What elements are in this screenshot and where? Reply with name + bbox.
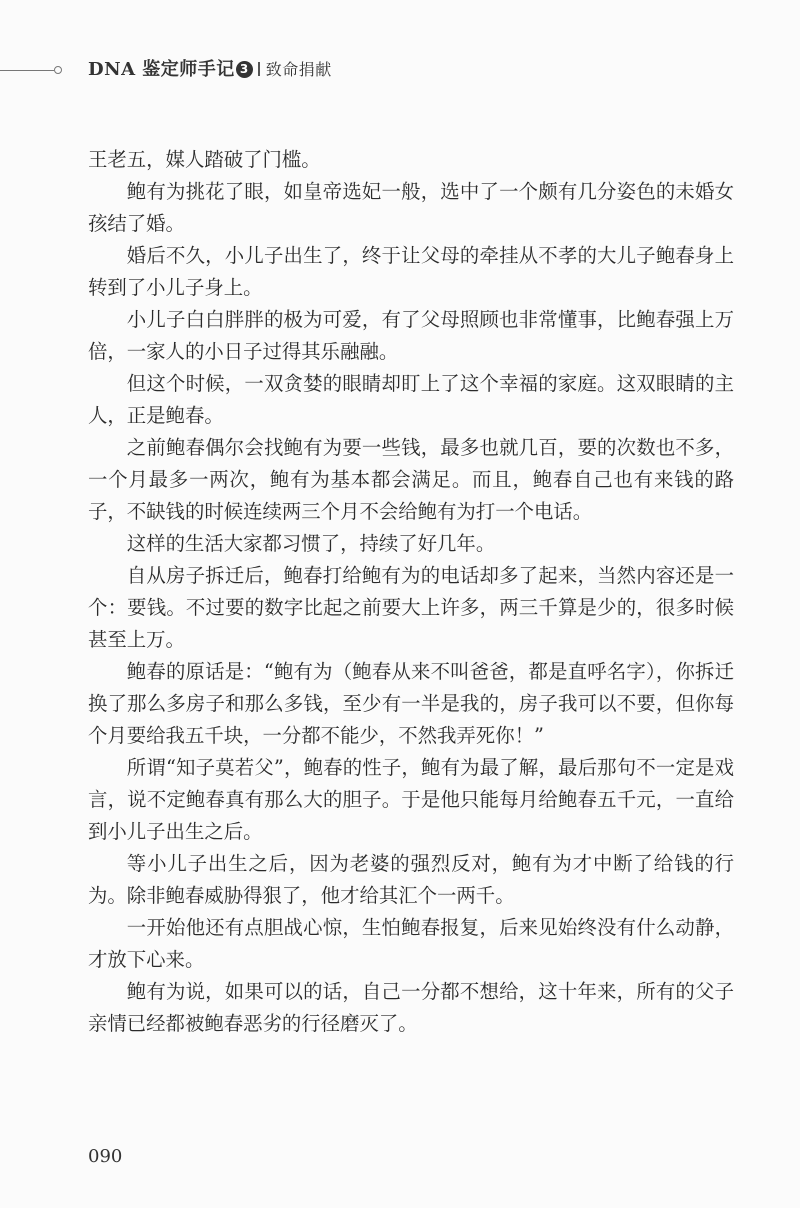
header-rule [0, 70, 54, 71]
book-subtitle: 致命捐献 [265, 60, 332, 79]
header-ornament [54, 66, 62, 74]
page-number: 090 [88, 1146, 123, 1167]
paragraph: 鲍有为挑花了眼，如皇帝选妃一般，选中了一个颇有几分姿色的未婚女孩结了婚。 [88, 180, 734, 235]
book-title [88, 55, 332, 81]
running-header [0, 52, 800, 92]
volume-badge: 3 [236, 61, 253, 78]
paragraph: 一开始他还有点胆战心惊，生怕鲍春报复，后来见始终没有什么动静，才放下心来。 [88, 916, 734, 971]
paragraph: 但这个时候，一双贪婪的眼睛却盯上了这个幸福的家庭。这双眼睛的主人，正是鲍春。 [88, 372, 734, 427]
paragraph: 等小儿子出生之后，因为老婆的强烈反对，鲍有为才中断了给钱的行为。除非鲍春威胁得狠了，他才给其汇个一两千。 [88, 852, 734, 907]
paragraph: 鲍有为说，如果可以的话，自己一分都不想给，这十年来，所有的父子亲情已经都被鲍春恶劣的行径磨灭了。 [88, 980, 734, 1035]
paragraph: 之前鲍春偶尔会找鲍有为要一些钱，最多也就几百，要的次数也不多，一个月最多一两次，鲍有为基本都会满足。而且，鲍春自己也有来钱的路子，不缺钱的时候连续两三个月不会给鲍有为打一个电话。 [88, 436, 734, 523]
paragraph: 王老五，媒人踏破了门槛。 [88, 148, 321, 171]
header-separator [258, 62, 260, 76]
paragraph: 所谓“知子莫若父”，鲍春的性子，鲍有为最了解，最后那句不一定是戏言，说不定鲍春真有那么大的胆子。于是他只能每月给鲍春五千元，一直给到小儿子出生之后。 [88, 756, 734, 843]
paragraph: 这样的生活大家都习惯了，持续了好几年。 [126, 532, 496, 555]
paragraph: 鲍春的原话是：“鲍有为（鲍春从来不叫爸爸，都是直呼名字），你拆迁换了那么多房子和那么多钱，至少有一半是我的，房子我可以不要，但你每个月要给我五千块，一分都不能少，不然我弄死你！” [88, 660, 734, 747]
book-title-text: DNA 鉴定师手记 [88, 59, 235, 80]
paragraph: 小儿子白白胖胖的极为可爱，有了父母照顾也非常懂事，比鲍春强上万倍，一家人的小日子过得其乐融融。 [88, 308, 734, 363]
paragraph: 婚后不久，小儿子出生了，终于让父母的牵挂从不孝的大儿子鲍春身上转到了小儿子身上。 [88, 244, 734, 299]
body-text [88, 144, 734, 1040]
paragraph: 自从房子拆迁后，鲍春打给鲍有为的电话却多了起来，当然内容还是一个：要钱。不过要的数字比起之前要大上许多，两三千算是少的，很多时候甚至上万。 [88, 564, 734, 651]
